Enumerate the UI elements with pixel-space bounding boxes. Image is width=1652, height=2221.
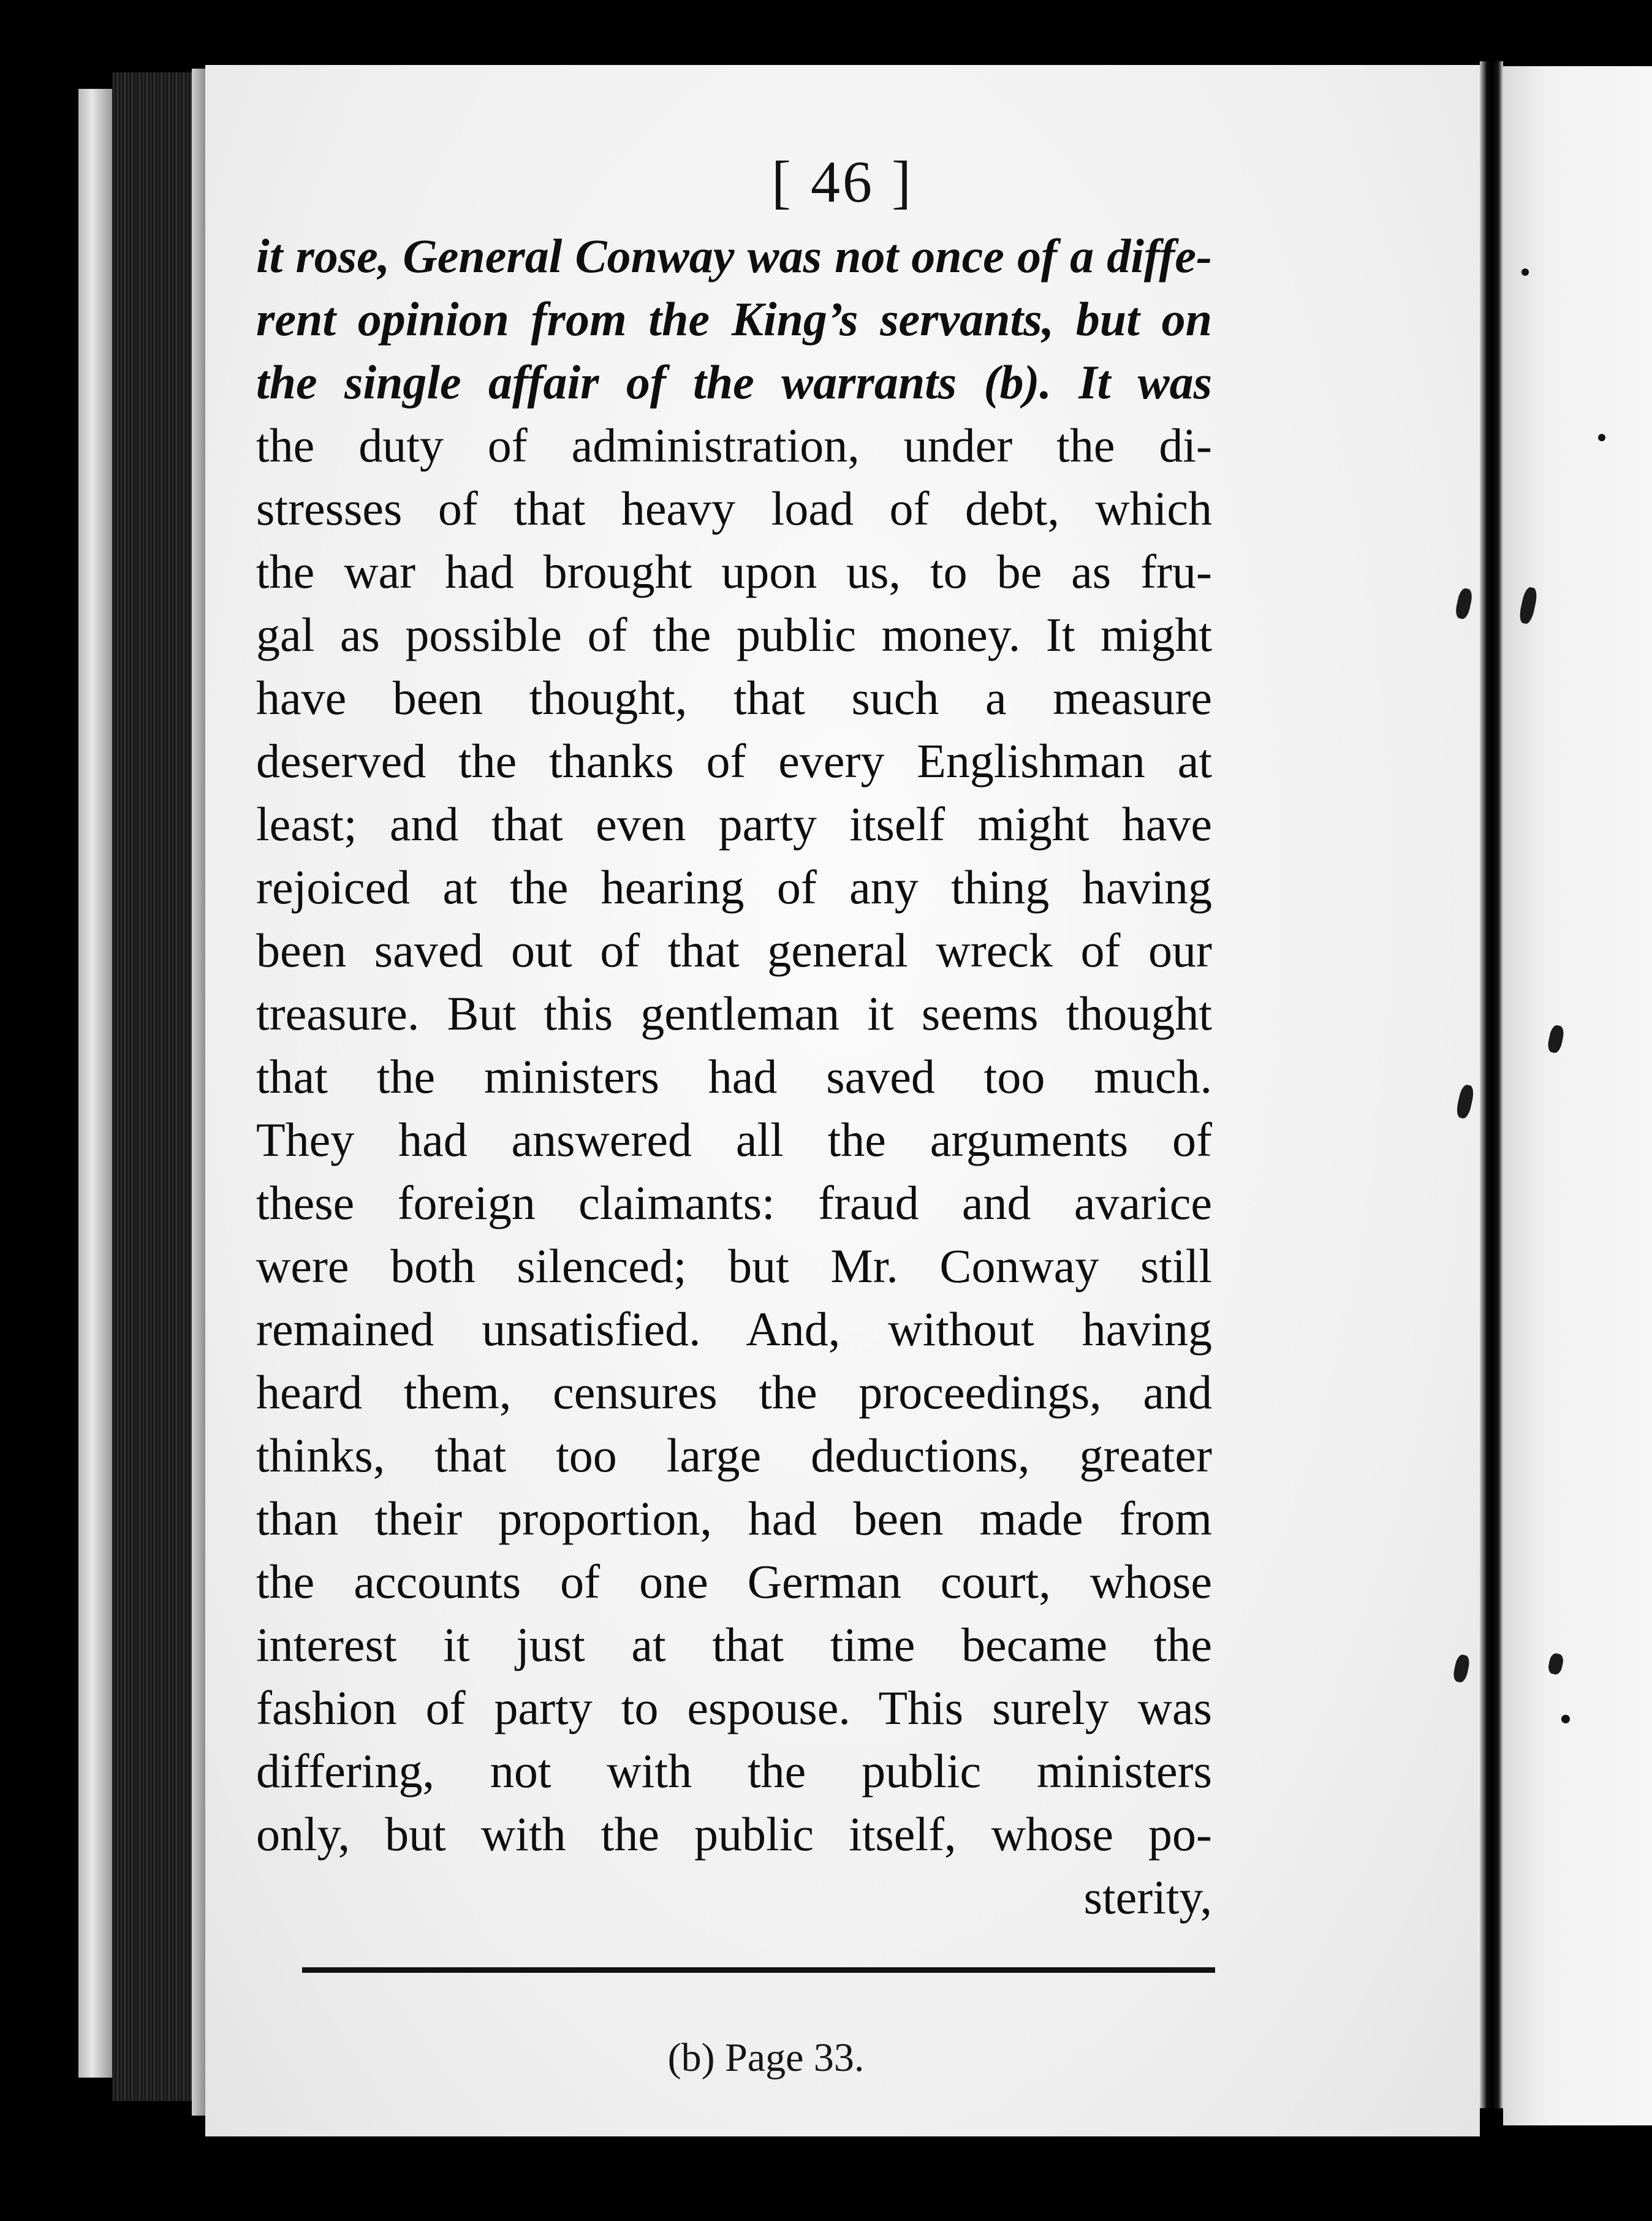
ink-bleed-mark <box>1547 1024 1566 1054</box>
ink-speck <box>1598 434 1605 441</box>
page-number-header: [ 46 ] <box>771 149 914 215</box>
page-fold-edge <box>192 69 205 2116</box>
text-line: it rose, General Conway was not once of a diffe- <box>256 229 1212 283</box>
text-line: the war had brought upon us, to be as fru- <box>256 545 1212 598</box>
text-line: heard them, censures the proceedings, and <box>256 1365 1212 1419</box>
text-line: stresses of that heavy load of debt, which <box>256 482 1212 535</box>
text-line: these foreign claimants: fraud and avarice <box>256 1176 1212 1229</box>
text-line: thinks, that too large deductions, greater <box>256 1429 1212 1482</box>
text-line: interest it just at that time became the <box>256 1618 1212 1671</box>
text-line: deserved the thanks of every Englishman at <box>256 734 1212 788</box>
text-line: remained unsatisfied. And, without having <box>256 1302 1212 1356</box>
ink-speck <box>1521 268 1529 276</box>
ink-speck <box>1561 1715 1570 1723</box>
text-line: the accounts of one German court, whose <box>256 1555 1212 1608</box>
right-page-edge <box>1503 66 1652 2125</box>
left-page-edge <box>78 89 112 2078</box>
ink-bleed-mark <box>1518 586 1539 625</box>
text-line: differing, not with the public ministers <box>256 1744 1212 1798</box>
page-body-text <box>256 224 1212 1929</box>
text-line: only, but with the public itself, whose po- <box>256 1807 1212 1861</box>
book-page <box>205 65 1480 2136</box>
catchword-line: sterity, <box>1083 1870 1212 1924</box>
text-line: rejoiced at the hearing of any thing having <box>256 860 1212 914</box>
text-line: least; and that even party itself might have <box>256 797 1212 851</box>
footnote: (b) Page 33. <box>667 2035 865 2080</box>
footnote-rule <box>302 1967 1215 1973</box>
text-line: the single affair of the warrants (b). It was <box>256 355 1212 409</box>
book-binding <box>112 72 192 2101</box>
text-line: They had answered all the arguments of <box>256 1113 1212 1166</box>
text-line: fashion of party to espouse. This surely was <box>256 1681 1212 1734</box>
text-line: have been thought, that such a measure <box>256 671 1212 724</box>
text-line: treasure. But this gentleman it seems thought <box>256 987 1212 1040</box>
gutter-shadow <box>1480 61 1503 2108</box>
text-line: were both silenced; but Mr. Conway still <box>256 1239 1212 1293</box>
text-line: that the ministers had saved too much. <box>256 1050 1212 1103</box>
text-line: rent opinion from the King’s servants, but on <box>256 292 1212 346</box>
text-line: than their proportion, had been made from <box>256 1492 1212 1545</box>
text-line: been saved out of that general wreck of our <box>256 924 1212 977</box>
ink-bleed-mark <box>1547 1652 1565 1676</box>
text-line: the duty of administration, under the di- <box>256 419 1212 472</box>
text-line: gal as possible of the public money. It might <box>256 608 1212 661</box>
